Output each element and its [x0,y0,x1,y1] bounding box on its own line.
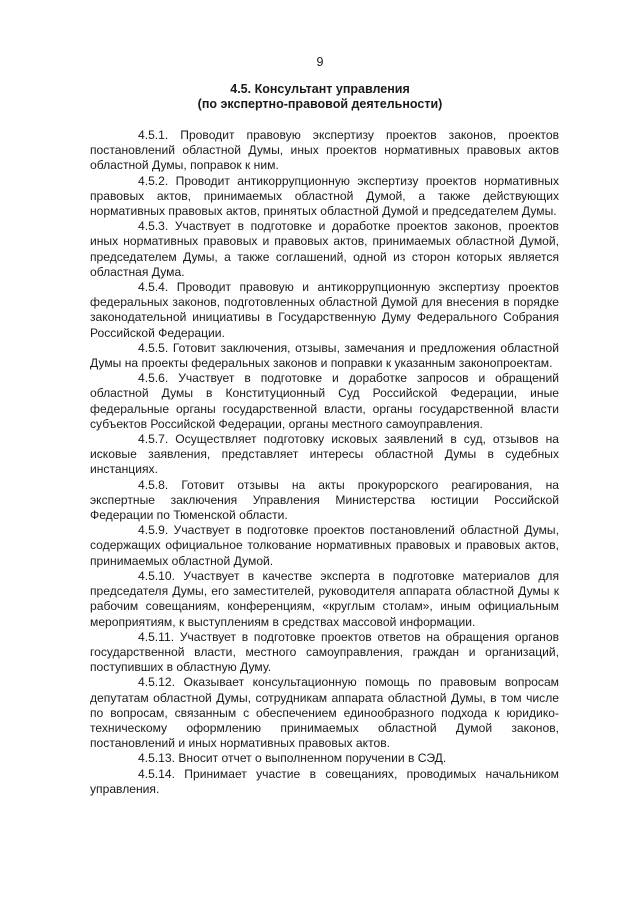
paragraph-4-5-14: 4.5.14. Принимает участие в совещаниях, проводимых начальником управления. [90,766,559,796]
paragraph-4-5-11: 4.5.11. Участвует в подготовке проектов ответов на обращения органов государственной власти, местного самоуправления, граждан и организаций, поступивших в областную Думу. [90,629,559,675]
section-heading-subtitle: (по экспертно-правовой деятельности) [197,97,443,111]
section-heading-title: 4.5. Консультант управления [230,82,410,96]
section-body [90,128,559,797]
section-heading [90,82,550,112]
paragraph-4-5-3: 4.5.3. Участвует в подготовке и доработке проектов законов, проектов иных нормативных правовых и правовых актов, принимаемых областной Думой, председателем Думы, а также соглашений, одной из сторон которых является областная Дума. [90,219,559,279]
paragraph-4-5-2: 4.5.2. Проводит антикоррупционную экспертизу проектов нормативных правовых актов, принимаемых областной Думой, а также действующих нормативных правовых актов, принятых областной Думой и председателем Думы. [90,173,559,219]
paragraph-4-5-1: 4.5.1. Проводит правовую экспертизу проектов законов, проектов постановлений областной Думы, иных проектов нормативных правовых актов областной Думы, поправок к ним. [90,128,559,173]
paragraph-4-5-9: 4.5.9. Участвует в подготовке проектов постановлений областной Думы, содержащих официальное толкование нормативных правовых и правовых актов, принимаемых областной Думой. [90,523,559,568]
paragraph-4-5-12: 4.5.12. Оказывает консультационную помощь по правовым вопросам депутатам областной Думы, сотрудникам аппарата областной Думы, в том числе по вопросам, связанным с обеспечением единообразного подхода к юридико-техническому оформлению принимаемых областной Думой законов, постановлений и иных нормативных правовых актов. [90,675,559,751]
paragraph-4-5-13: 4.5.13. Вносит отчет о выполненном поручении в СЭД. [138,751,447,766]
paragraph-4-5-10: 4.5.10. Участвует в качестве эксперта в подготовке материалов для председателя Думы, его заместителей, руководителя аппарата областной Думы к рабочим совещаниям, конференциям, «круглым столам», иным официальным мероприятиям, к выступлениям в средствах массовой информации. [90,568,559,629]
paragraph-4-5-5: 4.5.5. Готовит заключения, отзывы, замечания и предложения областной Думы на проекты федеральных законов и поправки к указанным законопроектам. [90,340,559,371]
paragraph-4-5-7: 4.5.7. Осуществляет подготовку исковых заявлений в суд, отзывов на исковые заявления, представляет интересы областной Думы в судебных инстанциях. [90,432,559,477]
paragraph-4-5-8: 4.5.8. Готовит отзывы на акты прокурорского реагирования, на экспертные заключения Управления Министерства юстиции Российской Федерации по Тюменской области. [90,477,559,523]
paragraph-4-5-4: 4.5.4. Проводит правовую и антикоррупционную экспертизу проектов федеральных законов, подготовленных областной Думой для внесения в порядке законодательной инициативы в Государственную Думу Федерального Собрания Российской Федерации. [90,280,559,340]
paragraph-4-5-6: 4.5.6. Участвует в подготовке и доработке запросов и обращений областной Думы в Конституционный Суд Российской Федерации, иные федеральные органы государственной власти, органы государственной власти субъектов Российской Федерации, органы местного самоуправления. [90,371,559,431]
page-number: 9 [316,55,324,69]
